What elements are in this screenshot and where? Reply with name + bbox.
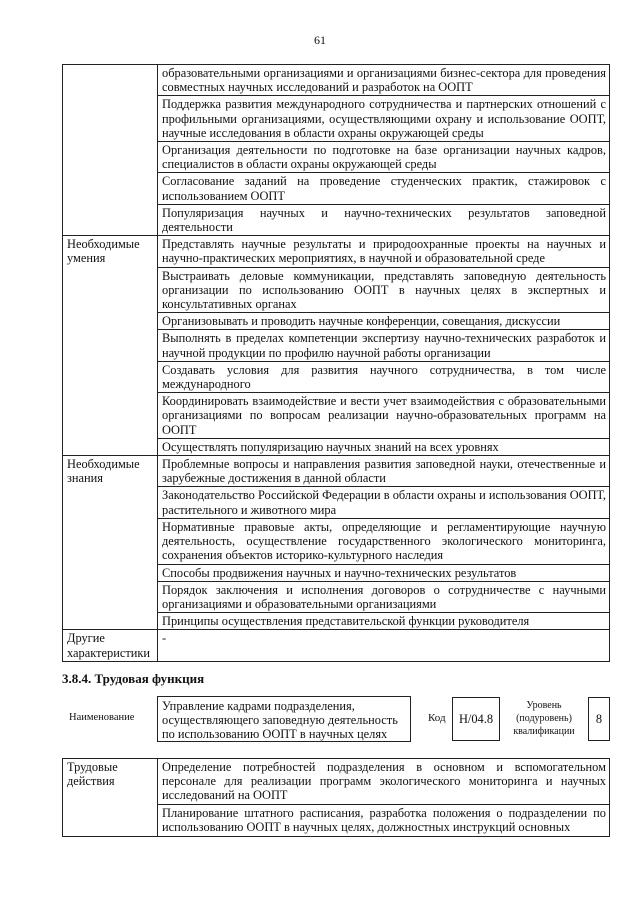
table-row <box>63 456 610 487</box>
table-cell: образовательными организациями и организациями бизнес-сектора для проведения совместных научных исследований и разработок на ООПТ <box>158 65 610 96</box>
table-cell-truncated <box>158 804 610 836</box>
table-cell: Нормативные правовые акты, определяющие и регламентирующие научную деятельность, осуществление государственного экологического мониторинга, сохранения объектов историко-культурного наследия <box>158 518 610 564</box>
table-cell: Принципы осуществления представительской функции руководителя <box>158 613 610 630</box>
table-cell: Организация деятельности по подготовке на базе организации научных кадров, специалистов в области охраны окружающей среды <box>158 142 610 173</box>
table-cell: Законодательство Российской Федерации в области охраны и использования ООПТ, растительного и животного мира <box>158 487 610 518</box>
qualification-level-box: 8 <box>588 697 610 741</box>
page-number: 61 <box>314 33 326 47</box>
table-row <box>63 630 610 661</box>
table-cell: - <box>158 630 610 661</box>
continued-label-cell <box>63 65 158 236</box>
function-name-box: Управление кадрами подразделения, осуществляющего заповедную деятельность по использованию ООПТ в научных целях <box>157 696 411 742</box>
table-cell: Организовывать и проводить научные конференции, совещания, дискуссии <box>158 313 610 330</box>
table-cell: Выполнять в пределах компетенции экспертизу научно-технических разработок и научной продукции по профилю научной работы организации <box>158 330 610 361</box>
table-cell: Порядок заключения и исполнения договоров о сотрудничестве с научными организациями и образовательными организациями <box>158 581 610 612</box>
skills-requirements-table <box>62 64 610 662</box>
table-row <box>63 65 610 96</box>
table-row <box>63 236 610 267</box>
table-cell: Создавать условия для развития научного сотрудничества, в том числе международного <box>158 361 610 392</box>
knowledge-label: Необходимые знания <box>63 456 158 630</box>
labor-actions-label: Трудовые действия <box>63 759 158 837</box>
table-cell: Популяризация научных и научно-технических результатов заповедной деятельности <box>158 204 610 235</box>
table-cell: Согласование заданий на проведение студенческих практик, стажировок с использованием ООПТ <box>158 173 610 204</box>
table-cell: Выстраивать деловые коммуникации, представлять заповедную деятельность организации по использованию ООПТ в научных целях в экспертных и консультативных органах <box>158 267 610 313</box>
labor-actions-table <box>62 758 610 837</box>
table-cell: Представлять научные результаты и природоохранные проекты на научных и научно-практических мероприятиях, в научной и образовательной среде <box>158 236 610 267</box>
table-cell: Способы продвижения научных и научно-технических результатов <box>158 564 610 581</box>
table-cell: Координировать взаимодействие и вести учет взаимодействия с образовательными организациями по вопросам реализации научно-образовательных программ на ООПТ <box>158 393 610 439</box>
abilities-label: Необходимые умения <box>63 236 158 456</box>
code-box: H/04.8 <box>452 697 500 741</box>
table-cell: Определение потребностей подразделения в основном и вспомогательном персонале для реализации программ экологического мониторинга и научных исследований на ООПТ <box>158 759 610 805</box>
qualification-level-label: Уровень (подуровень) квалификации <box>513 700 575 737</box>
table-cell-text: Планирование штатного расписания, разработка положения о подразделении по использованию ООПТ в научных целях, должностных инструкций основных <box>162 805 606 834</box>
other-characteristics-label: Другие характеристики <box>63 630 158 661</box>
table-cell: Проблемные вопросы и направления развития заповедной науки, отечественные и зарубежные достижения в данной области <box>158 456 610 487</box>
table-row <box>63 759 610 805</box>
section-heading: 3.8.4. Трудовая функция <box>62 671 205 686</box>
code-label: Код <box>428 712 446 724</box>
name-label: Наименование <box>69 712 135 723</box>
table-cell: Поддержка развития международного сотрудничества и партнерских отношений с профильными организациями, осуществляющими охрану и использование ООПТ, научные исследования в области охраны окружающей среды <box>158 96 610 142</box>
table-cell: Осуществлять популяризацию научных знаний на всех уровнях <box>158 438 610 455</box>
